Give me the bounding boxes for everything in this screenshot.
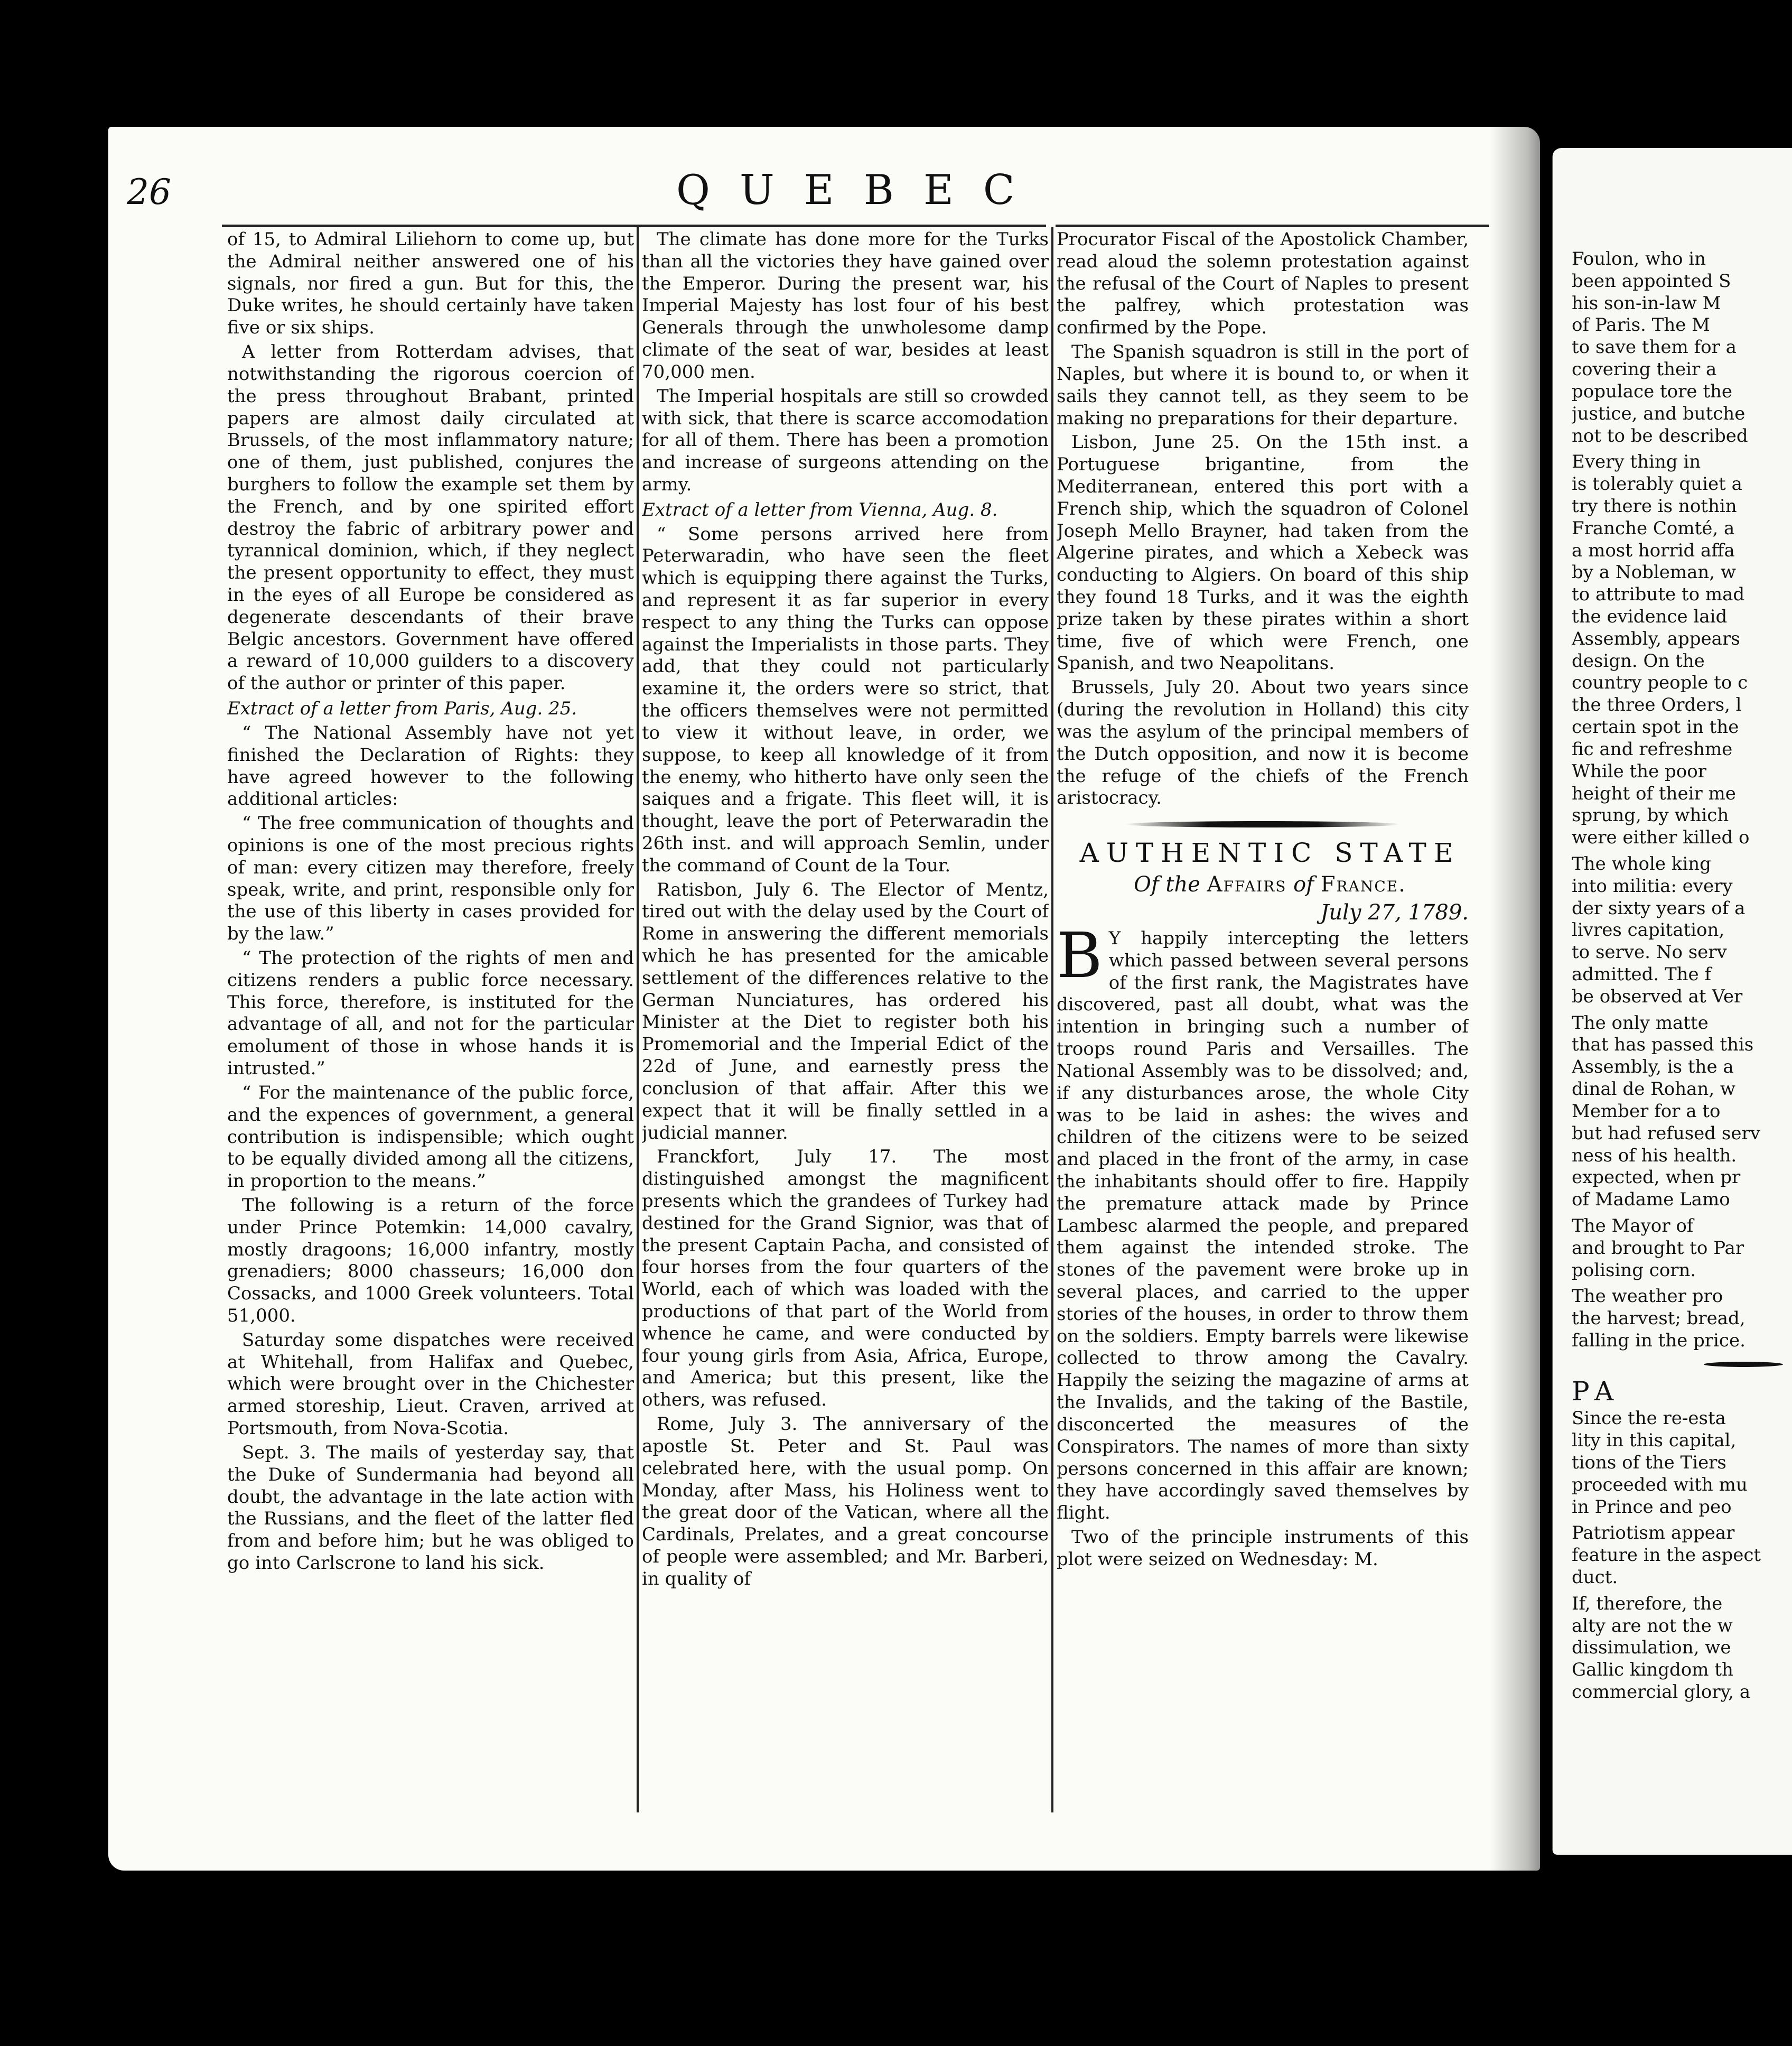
column-rule-1 <box>637 227 639 1812</box>
text-line: Gallic kingdom th <box>1572 1659 1733 1681</box>
paragraph: Two of the principle instruments of this plot were seized on Wednesday: M. <box>1057 1526 1469 1570</box>
text-line: populace tore the <box>1572 380 1733 402</box>
text-line: ness of his health. <box>1572 1145 1737 1166</box>
text-line: by a Nobleman, w <box>1572 562 1736 583</box>
page-number: 26 <box>127 172 171 212</box>
text-line: of Paris. The M <box>1572 314 1710 336</box>
text-line: covering their a <box>1572 359 1717 380</box>
text-line: to attribute to mad <box>1572 584 1745 606</box>
paragraph: Procurator Fiscal of the Apostolick Chamber, read aloud the solemn protestation against the refusal of the Court of Naples to present the palfrey, which protestation was confirmed by the Pope. <box>1057 229 1469 339</box>
text-line: to serve. No serv <box>1572 942 1727 963</box>
text-line: admitted. The f <box>1572 964 1712 985</box>
gutter-shadow <box>1490 127 1553 1871</box>
line-group-b <box>1572 451 1792 849</box>
paragraph: Ratisbon, July 6. The Elector of Mentz, tired out with the delay used by the Court of Rome in answering the different memorials which he has presented for the amicable settlement of the differences relative to the German Nunciatures, has ordered his Minister at the Diet to register both his Promemorial and the Imperial Edict of the 22d of June, and earnestly press the conclusion of that affair. After this we expect that it will be finally settled in a judicial manner. <box>642 879 1049 1143</box>
paragraph: “ The free communication of thoughts and opinions is one of the most precious rights of man: every citizen may therefore, freely speak, write, and print, responsible only for the use of this liberty in cases provided for by the law.” <box>227 813 634 945</box>
paragraph: “ For the maintenance of the public force, and the expences of government, a general contribution is indispensible; which ought to be equally divided among all the citizens, in proportion to the means.” <box>227 1082 634 1192</box>
paragraph: Sept. 3. The mails of yesterday say, that the Duke of Sundermania had beyond all doubt, the advantage in the late action with the Russians, and the fleet of the latter fled from and before him; but he was obliged to go into Carlscrone to land his sick. <box>227 1442 634 1574</box>
column-4-partial <box>1572 248 1792 1812</box>
text-line: fic and refreshme <box>1572 738 1733 760</box>
text-line: in Prince and peo <box>1572 1496 1732 1518</box>
ornament-rule <box>1125 821 1400 827</box>
text-line: try there is nothin <box>1572 495 1737 517</box>
text-line: the harvest; bread, <box>1572 1308 1746 1329</box>
header-rule-right <box>1056 225 1489 227</box>
paragraph: The following is a return of the force under Prince Potemkin: 14,000 cavalry, mostly dragoons; 16,000 infantry, mostly grenadiers; 8000 chasseurs; 16,000 don Cossacks, and 1000 Greek volunteers. Total 51,000. <box>227 1194 634 1326</box>
text-line: polising corn. <box>1572 1259 1696 1281</box>
paragraph: A letter from Rotterdam advises, that notwithstanding the rigorous coercion of the press throughout Brabant, printed papers are almost daily circulated at Brussels, of the most inflammatory nature; one of them, just published, conjures the burghers to follow the example set them by the French, and by one spirited effort destroy the fabric of arbitrary power and tyrannical dominion, which, if they neglect the present opportunity to effect, they must in the eyes of all Europe be considered as degenerate descendants of their brave Belgic ancestors. Government have offered a reward of 10,000 guilders to a discovery of the author or printer of this paper. <box>227 341 634 694</box>
text-line: been appointed S <box>1572 270 1731 292</box>
text-line: The weather pro <box>1572 1286 1723 1307</box>
paragraph: “ The National Assembly have not yet finished the Declaration of Rights: they have agreed however to the following additional articles: <box>227 722 634 810</box>
text-line: and brought to Par <box>1572 1237 1744 1259</box>
column-2 <box>642 229 1049 1793</box>
line-group-a <box>1572 248 1792 447</box>
text-line: certain spot in the <box>1572 717 1739 738</box>
line-group-e <box>1572 1215 1792 1281</box>
dateline: July 27, 1789. <box>1320 900 1469 925</box>
text-line: country people to c <box>1572 672 1748 694</box>
text-line: not to be described <box>1572 425 1748 447</box>
paragraph: “ The protection of the rights of men and citizens renders a public force necessary. This force, therefore, is instituted for the advantage of all, and not for the particular emolument of those in whose hands it is intrusted.” <box>227 947 634 1080</box>
text-line: into militia: every <box>1572 875 1733 897</box>
text-line: falling in the price. <box>1572 1330 1746 1351</box>
paragraph: The Spanish squadron is still in the port of Naples, but where it is bound to, or when it sails they cannot tell, as they seem to be making no preparations for their departure. <box>1057 341 1469 429</box>
text-line: lity in this capital, <box>1572 1430 1737 1452</box>
text-line: design. On the <box>1572 650 1705 672</box>
text-line: expected, when pr <box>1572 1167 1741 1188</box>
text-line: feature in the aspect <box>1572 1545 1761 1566</box>
paragraph: of 15, to Admiral Liliehorn to come up, but the Admiral neither answered one of his signals, nor fired a gun. But for this, the Duke writes, he should certainly have taken five or six ships. <box>227 229 634 339</box>
paragraph: The climate has done more for the Turks than all the victories they have gained over the Emperor. During the present war, his Imperial Majesty has lost four of his best Generals through the unwholesome damp climate of the seat of war, besides at least 70,000 men. <box>642 229 1049 383</box>
text-line: Assembly, is the a <box>1572 1056 1734 1078</box>
letter-heading: Extract of a letter from Vienna, Aug. 8. <box>642 499 998 520</box>
text-line: his son-in-law M <box>1572 292 1721 314</box>
column-3 <box>1057 229 1469 1793</box>
text-line: proceeded with mu <box>1572 1474 1748 1495</box>
text-line: duct. <box>1572 1567 1618 1588</box>
text-line: alty are not the w <box>1572 1615 1733 1636</box>
section-heading: AUTHENTIC STATE <box>1079 838 1461 869</box>
paragraph: “ Some persons arrived here from Peterwaradin, who have seen the fleet which is equipping there against the Turks, and represent it as far superior in every respect to any thing the Turks can oppose against the Imperialists in those parts. They add, that they could not particularly examine it, the orders were so strict, that the officers themselves were not permitted to view it without leave, in order, we suppose, to keep all knowledge of it from the enemy, who hitherto have only seen the saiques and a frigate. This fleet will, it is thought, leave the port of Peterwaradin the 26th inst. and will approach Semlin, under the command of Count de la Tour. <box>642 523 1049 876</box>
paragraph: Lisbon, June 25. On the 15th inst. a Portuguese brigantine, from the Mediterranean, entered this port with a French ship, which the squadron of Colonel Joseph Mello Brayner, had taken from the Algerine pirates, and which a Xebeck was conducting to Algiers. On board of this ship they found 18 Turks, and it was the eighth prize taken by these pirates within a short time, five of which were French, one Spanish, and two Neapolitans. <box>1057 432 1469 674</box>
text-line: dinal de Rohan, w <box>1572 1078 1736 1100</box>
column-rule-2 <box>1051 227 1053 1812</box>
text-line: dissimulation, we <box>1572 1637 1731 1659</box>
text-line: to save them for a <box>1572 337 1737 358</box>
line-group-g <box>1572 1408 1792 1518</box>
paragraph: Franckfort, July 17. The most distinguished amongst the magnificent presents which the grandees of Turkey had destined for the Grand Signior, was that of the present Captain Pacha, and consisted of four horses from the four quarters of the World, each of which was loaded with the productions of that part of the World from whence he came, and were conducted by four young girls from Asia, Africa, Europe, and America; but this present, like the others, was refused. <box>642 1146 1049 1411</box>
text-line: the evidence laid <box>1572 606 1728 627</box>
line-group-i <box>1572 1593 1792 1704</box>
text-line: Member for a to <box>1572 1100 1721 1122</box>
running-head: QUEBEC <box>676 166 1044 214</box>
text-line: that has passed this <box>1572 1034 1754 1056</box>
paragraph: Brussels, July 20. About two years since (during the revolution in Holland) this city was the asylum of the principal members of the Dutch opposition, and now it is become the refuge of the chiefs of the French aristocracy. <box>1057 677 1469 809</box>
section-heading-partial: PA <box>1572 1375 1621 1407</box>
text-line: While the poor <box>1572 760 1706 782</box>
drop-cap: B <box>1057 919 1103 992</box>
text-line: but had refused serv <box>1572 1122 1760 1144</box>
text-line: a most horrid affa <box>1572 540 1735 561</box>
line-group-d <box>1572 1012 1792 1211</box>
paragraph: Saturday some dispatches were received at Whitehall, from Halifax and Quebec, which were brought over in the Chichester armed storeship, Lieut. Craven, arrived at Portsmouth, from Nova-Scotia. <box>227 1329 634 1439</box>
paragraph: B Y happily intercepting the letters which passed between several persons of the first rank, the Magistrates have discovered, past all doubt, what was the intention in bringing such a number of troops round Paris and Versailles. The National Assembly was to be dissolved; and, if any disturbances arose, the whole City was to be laid in ashes: the wives and children of the citizens were to be seized and placed in the front of the army, in case the inhabitants should offer to fire. Happily the premature attack made by Prince Lambesc alarmed the people, and prepared them against the intended stroke. The stones of the pavement were broke up in several places, and carried to the upper stories of the houses, in order to throw them on the soldiers. Empty barrels were likewise collected to throw among the Cavalry. Happily the seizing the magazine of arms at the Invalids, and the taking of the Bastile, disconcerted the measures of the Conspirators. The names of more than sixty persons concerned in this affair are known; they have accordingly saved themselves by flight. <box>1057 919 1469 1524</box>
text-line: be observed at Ver <box>1572 985 1743 1007</box>
paragraph: Rome, July 3. The anniversary of the apostle St. Peter and St. Paul was celebrated here, with the usual pomp. On Monday, after Mass, his Holiness went to the great door of the Vatican, where all the Cardinals, Prelates, and a great concourse of people were assembled; and Mr. Barberi, in quality of <box>642 1413 1049 1589</box>
section-subheading: Of the Affairs of France. <box>1134 872 1406 897</box>
column-1 <box>227 229 634 1793</box>
text-line: justice, and butche <box>1572 403 1746 424</box>
text-line: livres capitation, <box>1572 919 1725 941</box>
text-line: If, therefore, the <box>1572 1593 1723 1614</box>
text-line: the three Orders, l <box>1572 694 1742 716</box>
text-line: sprung, by which <box>1572 805 1729 826</box>
letter-heading: Extract of a letter from Paris, Aug. 25. <box>227 698 577 720</box>
line-group-h <box>1572 1522 1792 1588</box>
text-line: Every thing in <box>1572 451 1701 473</box>
text-line: Franche Comté, a <box>1572 517 1735 539</box>
text-line: The whole king <box>1572 853 1711 875</box>
text-line: were either killed o <box>1572 827 1750 849</box>
text-line: is tolerably quiet a <box>1572 473 1742 495</box>
line-group-f <box>1572 1286 1792 1352</box>
header-rule <box>222 225 1046 227</box>
text-line: Since the re-esta <box>1572 1408 1726 1429</box>
text-line: of Madame Lamo <box>1572 1189 1730 1211</box>
text-line: Patriotism appear <box>1572 1522 1735 1544</box>
ornament-rule-right <box>1704 1362 1783 1367</box>
line-group-c <box>1572 853 1792 1008</box>
text-line: Foulon, who in <box>1572 248 1706 269</box>
text-line: The Mayor of <box>1572 1215 1694 1236</box>
text-line: der sixty years of a <box>1572 897 1746 919</box>
text-line: commercial glory, a <box>1572 1681 1751 1703</box>
paragraph: The Imperial hospitals are still so crowded with sick, that there is scarce accomodation for all of them. There has been a promotion and increase of surgeons attending on the army. <box>642 385 1049 495</box>
text-line: Assembly, appears <box>1572 628 1740 649</box>
text-line: tions of the Tiers <box>1572 1452 1726 1473</box>
text-line: height of their me <box>1572 783 1736 804</box>
text-line: The only matte <box>1572 1012 1709 1034</box>
